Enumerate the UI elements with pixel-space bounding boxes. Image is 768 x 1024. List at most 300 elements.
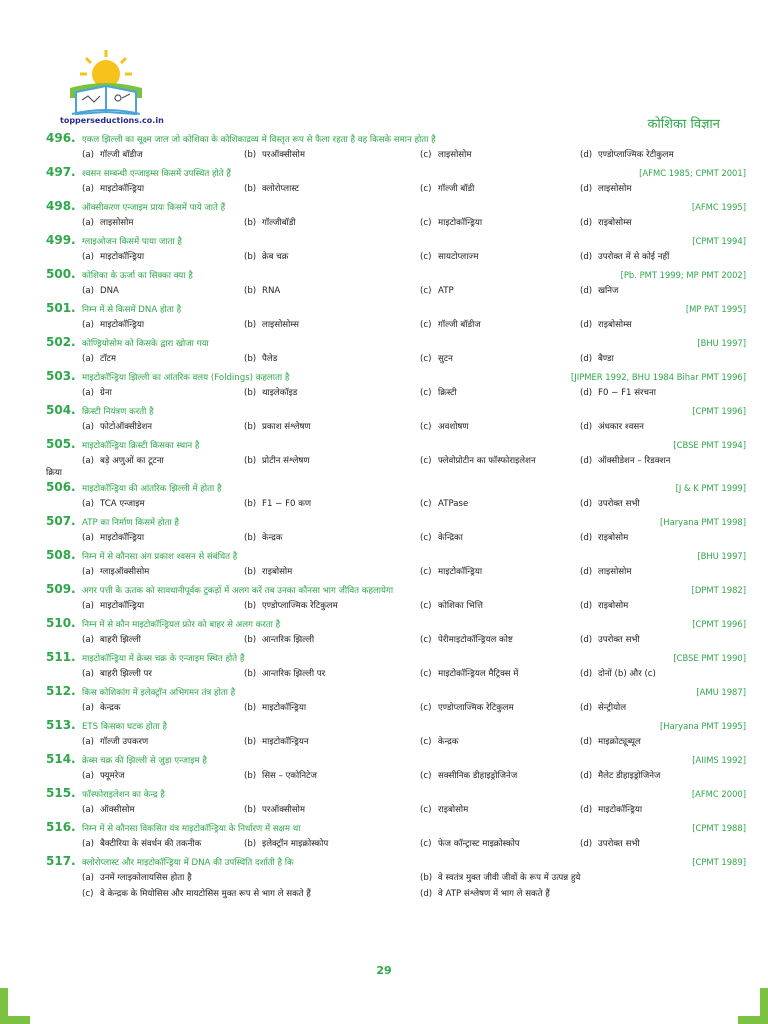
question-number: 516. (46, 820, 76, 834)
question-line (46, 479, 746, 496)
question-number: 509. (46, 582, 76, 596)
question-source: [J & K PMT 1999] (675, 483, 746, 493)
option-label: (a) (82, 533, 94, 543)
question-source: [Haryana PMT 1998] (660, 517, 746, 527)
option-label: (d) (420, 889, 433, 899)
question-number: 498. (46, 199, 76, 213)
option-text: बाहरी झिल्ली (100, 635, 141, 645)
option-label: (c) (420, 533, 432, 543)
option-text: फ्लेवोप्रोटीन का फॉस्फोराइलेशन (438, 456, 536, 466)
option-label: (a) (82, 150, 94, 160)
question-item (46, 547, 746, 581)
option-label: (b) (244, 388, 257, 398)
option-label: (d) (580, 771, 593, 781)
option-text: राइबोसोम (598, 533, 629, 543)
option-text: पैलेड (262, 354, 278, 364)
question-text: अगर पत्ती के ऊतक को सावधानीपूर्वक टुकड़ों में अलग करें तब उनका कौनसा भाग जीवित कहलायेगा (82, 586, 394, 596)
question-number: 501. (46, 301, 76, 315)
option-text: माइटोकॉन्ड्रिया (100, 601, 145, 611)
question-source: [CPMT 1996] (692, 406, 746, 416)
option-text: सिस – एकोनिटेज (262, 771, 317, 781)
option-text: वे स्वतंत्र मुक्त जीवी जीवों के रूप में उत्पन्न हुये (438, 873, 581, 883)
corner-decoration-left (0, 988, 30, 1024)
option-text: क्रिस्टी (438, 388, 457, 398)
option (82, 632, 244, 649)
question-line (46, 130, 746, 147)
options (46, 666, 746, 683)
option-text: थाइलेकॉइड (262, 388, 298, 398)
option (420, 802, 580, 819)
option (82, 147, 244, 164)
option (244, 768, 420, 785)
options (46, 283, 746, 300)
option-text: फ्यूमरेज (100, 771, 125, 781)
question-number: 504. (46, 403, 76, 417)
option-text: फेज कॉन्ट्रास्ट माइक्रोस्कोप (438, 839, 520, 849)
option-text: वे ATP संश्लेषण में भाग ले सकते हैं (438, 889, 550, 899)
option (82, 181, 244, 198)
option (82, 496, 244, 513)
option (580, 768, 746, 785)
option-label: (d) (580, 456, 593, 466)
option-label: (a) (82, 703, 94, 713)
options (46, 870, 746, 902)
question-line (46, 785, 746, 802)
option-label: (b) (244, 218, 257, 228)
question-number: 517. (46, 854, 76, 868)
option-text: एण्डोप्लाज्मिक रेटिकुलम (438, 703, 514, 713)
option-label: (a) (82, 805, 94, 815)
option-text: राइबोसोम्स (598, 218, 632, 228)
option-label: (c) (420, 805, 432, 815)
question-text: ETS किसका घटक होता है (82, 722, 168, 732)
question-line (46, 266, 746, 283)
option-label: (b) (244, 422, 257, 432)
option (82, 215, 244, 232)
option-label: (d) (580, 252, 593, 262)
option-label: (a) (82, 737, 94, 747)
question-item (46, 368, 746, 402)
option-text: राइबोसोम (262, 567, 293, 577)
option (420, 385, 580, 402)
question-item (46, 581, 746, 615)
question-item (46, 402, 746, 436)
option-label: (c) (420, 771, 432, 781)
option (244, 802, 420, 819)
option (244, 453, 420, 470)
option-text: टॉटम (100, 354, 117, 364)
option-text: आन्तरिक झिल्ली (262, 635, 315, 645)
option-label: (b) (244, 703, 257, 713)
option-text: मैलेट डीहाइड्रोजिनेज (598, 771, 661, 781)
option (82, 598, 244, 615)
options (46, 734, 746, 751)
option-label: (d) (580, 150, 593, 160)
option-label: (c) (420, 456, 432, 466)
question-line (46, 334, 746, 351)
option-label: (a) (82, 873, 94, 883)
option-label: (c) (420, 737, 432, 747)
option-text: कोशिका भित्ति (438, 601, 483, 611)
option (580, 564, 746, 581)
option-label: (d) (580, 320, 593, 330)
question-line (46, 232, 746, 249)
question-item (46, 853, 746, 902)
question-source: [BHU 1997] (697, 338, 746, 348)
option-label: (c) (420, 601, 432, 611)
option-text: बड़े अणुओं का टूटना (100, 456, 164, 466)
option (420, 564, 580, 581)
options (46, 385, 746, 402)
question-text: क्रिस्टी नियंत्रण करती है (82, 407, 154, 417)
option-text: F1 − F0 कण (262, 499, 312, 509)
option-label: (a) (82, 354, 94, 364)
question-item (46, 130, 746, 164)
option (580, 802, 746, 819)
option (244, 632, 420, 649)
option (244, 317, 420, 334)
option (82, 666, 244, 683)
option-text: माइटोकॉन्ड्रिया (598, 805, 643, 815)
question-number: 508. (46, 548, 76, 562)
question-line (46, 436, 746, 453)
option-text: ATP (438, 286, 454, 296)
option-label: (a) (82, 184, 94, 194)
option-label: (c) (420, 252, 432, 262)
option (580, 632, 746, 649)
option-label: (c) (420, 422, 432, 432)
option-text: गॉल्जी बॉडीज (438, 320, 481, 330)
option-label: (b) (244, 533, 257, 543)
option-text: गॉल्जी बॉडी (438, 184, 475, 194)
option-label: (a) (82, 252, 94, 262)
question-text: ATP का निर्माण किसमें होता है (82, 518, 179, 528)
option-text: लाइसोसोम (598, 567, 632, 577)
question-line (46, 513, 746, 530)
option-text: ATPase (438, 499, 469, 509)
option (244, 598, 420, 615)
option-text: माइक्रोट्यूब्यूल (598, 737, 641, 747)
option (420, 181, 580, 198)
option (82, 453, 244, 470)
question-text: माइटोकॉन्ड्रिया झिल्ली का आंतरिक वलय (Foldings) कहलाता है (82, 373, 290, 383)
option (580, 147, 746, 164)
question-item (46, 232, 746, 266)
option-text: एण्डोप्लाज्मिक रेटीकुलम (598, 150, 674, 160)
option (580, 734, 746, 751)
option (580, 700, 746, 717)
option (82, 283, 244, 300)
option-text: सायटोप्लाज्म (438, 252, 479, 262)
question-number: 499. (46, 233, 76, 247)
option-text: राइबोसोम्स (598, 320, 632, 330)
option (244, 496, 420, 513)
option-label: (b) (244, 499, 257, 509)
option-text: ऑक्सीसोम (100, 805, 135, 815)
option-text: माइटोकॉन्ड्रिया (100, 320, 145, 330)
option (244, 283, 420, 300)
option-label: (d) (580, 635, 593, 645)
question-line (46, 198, 746, 215)
option-text: आन्तरिक झिल्ली पर (262, 669, 326, 679)
question-text: किस कोशिकांग में इलेक्ट्रॉन अभिगमन तंत्र होता है (82, 688, 236, 698)
option-label: (a) (82, 567, 94, 577)
options (46, 564, 746, 581)
question-line (46, 751, 746, 768)
option (82, 870, 420, 886)
question-text: निम्न में से कौन माइटोकॉन्ड्रियल फ्रोर को बाहर से अलग करता है (82, 620, 281, 630)
option-label: (b) (244, 184, 257, 194)
option-label: (a) (82, 286, 94, 296)
option-text: प्रोटीन संश्लेषण (262, 456, 310, 466)
question-number: 505. (46, 437, 76, 451)
option-text: गॉल्जी उपकरण (100, 737, 149, 747)
question-number: 514. (46, 752, 76, 766)
option-label: (d) (580, 184, 593, 194)
option-label: (a) (82, 422, 94, 432)
options (46, 802, 746, 819)
option (82, 734, 244, 751)
option (420, 215, 580, 232)
option (244, 700, 420, 717)
option-text: केन्द्रक (438, 737, 459, 747)
option (82, 385, 244, 402)
option-text: सुटन (438, 354, 453, 364)
option-text: केन्द्रक (262, 533, 283, 543)
question-item (46, 479, 746, 513)
options (46, 147, 746, 164)
option-label: (b) (244, 737, 257, 747)
question-item (46, 266, 746, 300)
options (46, 317, 746, 334)
question-text: निम्न में से कौनसा विकसित यंत्र माइटोकॉन्ड्रिया के निर्धारण में सक्षम था (82, 824, 301, 834)
option-label: (d) (580, 218, 593, 228)
question-text: क्रेब्स चक्र की झिल्ली से जुड़ा एन्जाइम है (82, 756, 207, 766)
option-text: गॉल्जी बॉडीज (100, 150, 143, 160)
option-text: केन्द्रक (100, 703, 121, 713)
option-text: राइबोसोम (598, 601, 629, 611)
option (82, 351, 244, 368)
corner-decoration-right (738, 988, 768, 1024)
option (420, 734, 580, 751)
option (82, 886, 420, 902)
option (580, 249, 746, 266)
option-label: (a) (82, 771, 94, 781)
option-text: ग्लाइऑक्सीसोम (100, 567, 150, 577)
option-text: सेन्ट्रीयोल (598, 703, 627, 713)
question-number: 502. (46, 335, 76, 349)
option-label: (a) (82, 456, 94, 466)
option-label: (c) (420, 184, 432, 194)
question-source: [Pb. PMT 1999; MP PMT 2002] (620, 270, 746, 280)
option-label: (d) (580, 388, 593, 398)
option (244, 351, 420, 368)
option-label: (b) (244, 354, 257, 364)
question-number: 512. (46, 684, 76, 698)
option (420, 632, 580, 649)
option-text: वे केन्द्रक के मियोसिस और मायटोसिस मुक्त रूप से भाग ले सकते हैं (100, 889, 311, 899)
option-text: उपरोक्त सभी (598, 839, 640, 849)
question-source: [AFMC 1995] (691, 202, 746, 212)
question-source: [CBSE PMT 1994] (673, 440, 746, 450)
option-label: (c) (420, 320, 432, 330)
question-item (46, 300, 746, 334)
page-number: 29 (376, 964, 392, 977)
option-label: (a) (82, 669, 94, 679)
option-text: परऑक्सीसोम (262, 150, 306, 160)
question-source: [Haryana PMT 1995] (660, 721, 746, 731)
option-text: माइटोकॉन्ड्रिया (438, 218, 483, 228)
question-source: [AMU 1987] (696, 687, 746, 697)
option-text: माइटोकॉन्ड्रियल मैट्रिक्स में (438, 669, 519, 679)
question-item (46, 819, 746, 853)
option (244, 836, 420, 853)
question-source: [CPMT 1988] (692, 823, 746, 833)
question-number: 515. (46, 786, 76, 800)
option-label: (d) (580, 805, 593, 815)
options (46, 700, 746, 717)
option (244, 666, 420, 683)
option (82, 768, 244, 785)
question-number: 510. (46, 616, 76, 630)
option-label: (b) (244, 771, 257, 781)
option (420, 249, 580, 266)
option-text: सक्सीनिक डीहाइड्रोजिनेज (438, 771, 518, 781)
question-source: [CBSE PMT 1990] (673, 653, 746, 663)
question-source: [AIIMS 1992] (692, 755, 746, 765)
question-source: [CPMT 1989] (692, 857, 746, 867)
option-label: (c) (420, 703, 432, 713)
option-text: लाइसोसोम्स (262, 320, 299, 330)
question-source: [CPMT 1994] (692, 236, 746, 246)
option-label: (d) (580, 839, 593, 849)
question-item (46, 513, 746, 547)
option (420, 453, 580, 470)
option (580, 453, 746, 470)
question-text: एकल झिल्ली का सूक्ष्म जाल जो कोशिका के कोशिकाद्रव्य में विस्तृत रूप से फैला रहता है वह किसके समान होता है (82, 135, 436, 145)
question-line (46, 615, 746, 632)
option-text: माइटोकॉन्ड्रिया (262, 703, 307, 713)
option (580, 351, 746, 368)
option (82, 419, 244, 436)
question-item (46, 785, 746, 819)
option-label: (b) (244, 805, 257, 815)
option-text: बाहरी झिल्ली पर (100, 669, 152, 679)
option-text: अवशोषण (438, 422, 469, 432)
option-text: फोटोऑक्सीडेशन (100, 422, 153, 432)
question-item (46, 649, 746, 683)
option (420, 666, 580, 683)
question-text: फॉस्फोराइलेशन का केन्द्र है (82, 790, 165, 800)
option-label: (c) (420, 388, 432, 398)
option-label: (b) (244, 669, 257, 679)
option-label: (c) (420, 499, 432, 509)
options (46, 632, 746, 649)
option-label: (b) (420, 873, 433, 883)
option-label: (d) (580, 286, 593, 296)
option-label: (b) (244, 286, 257, 296)
option (580, 496, 746, 513)
question-source: [CPMT 1996] (692, 619, 746, 629)
option (580, 419, 746, 436)
option (244, 249, 420, 266)
options (46, 215, 746, 232)
option-text: इलेक्ट्रॉन माइक्रोस्कोप (262, 839, 329, 849)
option-text: बैण्डा (598, 354, 614, 364)
option (420, 419, 580, 436)
option-label: (c) (420, 635, 432, 645)
option-label: (b) (244, 252, 257, 262)
option-text: केन्द्रिका (438, 533, 463, 543)
option-text: खनिज (598, 286, 619, 296)
option-label: (b) (244, 567, 257, 577)
options (46, 496, 746, 513)
option (82, 564, 244, 581)
option (580, 181, 746, 198)
option-label: (b) (244, 150, 257, 160)
option-text: प्रकाश संश्लेषण (262, 422, 311, 432)
option-text: गॉल्जीबॉडी (262, 218, 296, 228)
option (244, 181, 420, 198)
option-text: ग्रेना (100, 388, 112, 398)
question-text: निम्न में से किसमें DNA होता है (82, 305, 182, 315)
option-text: उपरोक्त में से कोई नहीं (598, 252, 670, 262)
option-text: पेरीमाइटोकॉन्ड्रियल कोष्ट (438, 635, 513, 645)
option (82, 700, 244, 717)
option-text: एण्डोप्लाज्मिक रेटिकुलम (262, 601, 338, 611)
question-number: 513. (46, 718, 76, 732)
options (46, 419, 746, 436)
option-text: क्रेब चक्र (262, 252, 289, 262)
option-label: (c) (420, 218, 432, 228)
option-text: माइटोकॉन्ड्रिया (100, 184, 145, 194)
question-source: [AFMC 2000] (691, 789, 746, 799)
option-label: (c) (420, 669, 432, 679)
option-label: (c) (420, 150, 432, 160)
option (82, 317, 244, 334)
option (244, 564, 420, 581)
option-text: उनमें ग्लाइकोलायसिस होता है (100, 873, 192, 883)
question-item (46, 334, 746, 368)
question-number: 497. (46, 165, 76, 179)
question-text: श्वसन सम्बन्धी एन्जाइम्स किसमें उपस्थित होते हैं (82, 169, 231, 179)
option (580, 283, 746, 300)
option-label: (c) (82, 889, 94, 899)
question-text: निम्न में से कौनसा अंग प्रकाश श्वसन से संबंधित है (82, 552, 238, 562)
options (46, 836, 746, 853)
question-item (46, 615, 746, 649)
question-line (46, 581, 746, 598)
option-label: (d) (580, 422, 593, 432)
question-line (46, 164, 746, 181)
question-item (46, 717, 746, 751)
option-label: (d) (580, 669, 593, 679)
option-text: राइबोसोम (438, 805, 469, 815)
question-text: ग्लाइओजन किसमें पाया जाता है (82, 237, 182, 247)
option-text: माइटोकॉन्ड्रियन (262, 737, 309, 747)
question-item (46, 198, 746, 232)
question-line (46, 402, 746, 419)
option (420, 496, 580, 513)
option-label: (d) (580, 567, 593, 577)
site-url: topperseductions.co.in (60, 116, 164, 125)
option-label: (d) (580, 601, 593, 611)
question-source: [AFMC 1985; CPMT 2001] (639, 168, 746, 178)
options (46, 598, 746, 615)
option (82, 249, 244, 266)
option (420, 283, 580, 300)
options (46, 249, 746, 266)
